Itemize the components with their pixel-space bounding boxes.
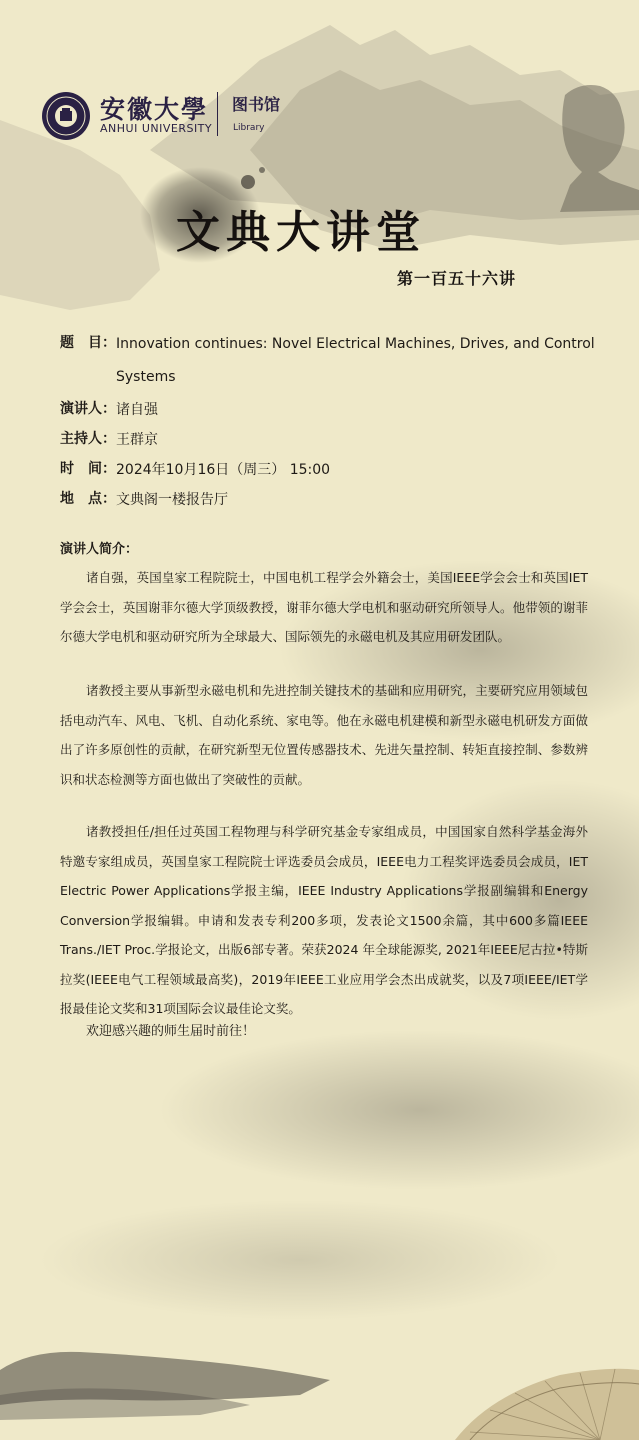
lecture-number: 第一百五十六讲 <box>397 269 517 288</box>
logo-divider <box>217 92 218 136</box>
place-label: 地 点： <box>60 491 116 507</box>
lecture-info <box>60 328 600 514</box>
place-value: 文典阁一楼报告厅 <box>116 492 228 508</box>
topic-label: 题 目： <box>60 335 116 351</box>
library-name-en: Library <box>233 123 265 133</box>
host-row <box>60 424 600 454</box>
speaker-intro-paragraph: 诸自强，英国皇家工程院院士，中国电机工程学会外籍会士，美国IEEE学会会士和英国IET学会会士，英国谢菲尔德大学顶级教授，谢菲尔德大学电机和驱动研究所领导人。他带领的谢菲尔德大学电机和驱动研究所为全球最大、国际领先的永磁电机及其应用研发团队。 <box>60 570 588 644</box>
topic-value: Innovation continues: Novel Electrical Machines, Drives, and Control Systems <box>116 336 595 385</box>
welcome-note: 欢迎感兴趣的师生届时前往！ <box>86 1024 256 1039</box>
university-name-en: ANHUI UNIVERSITY <box>100 122 213 135</box>
anhui-university-library-logo <box>40 88 300 148</box>
library-name-cn: 图书馆 <box>232 95 281 114</box>
speaker-intro-paragraph: 诸教授主要从事新型永磁电机和先进控制关键技术的基础和应用研究，主要研究应用领域包括电动汽车、风电、飞机、自动化系统、家电等。他在永磁电机建模和新型永磁电机研发方面做出了许多原创性的贡献，在研究新型无位置传感器技术、先进矢量控制、转矩直接控制、参数辨识和状态检测等方面也做出了突破性的贡献。 <box>60 683 588 787</box>
speaker-value: 诸自强 <box>116 402 158 418</box>
speaker-label: 演讲人： <box>60 401 116 417</box>
time-value: 2024年10月16日（周三） 15:00 <box>116 462 331 478</box>
speaker-intro-heading: 演讲人简介： <box>60 542 139 557</box>
time-row <box>60 454 600 484</box>
host-value: 王群京 <box>116 432 158 448</box>
time-label: 时 间： <box>60 461 116 477</box>
host-label: 主持人： <box>60 431 116 447</box>
speaker-row <box>60 394 600 424</box>
speaker-intro-paragraph: 诸教授担任/担任过英国工程物理与科学研究基金专家组成员，中国国家自然科学基金海外特邀专家组成员，英国皇家工程院院士评选委员会成员，IEEE电力工程奖评选委员会成员，IET Electric Power Applications学报主编，IEEE Industry Applications学报副编辑和Energy Conversion学报编辑。申请和发表专利200多项，发表论文1500余篇，其中600多篇IEEE Trans./IET Proc.学报论文，出版6部专著。荣获2024 年全球能源奖, 2021年IEEE尼古拉•特斯拉奖(IEEE电气工程领域最高奖)，2019年IEEE工业应用学会杰出成就奖，以及7项IEEE/IET学报最佳论文奖和31项国际会议最佳论文奖。 <box>60 824 588 1016</box>
university-seal-icon <box>40 90 92 142</box>
topic-row <box>60 328 600 394</box>
poster-title: 文典大讲堂 <box>176 207 426 258</box>
place-row <box>60 484 600 514</box>
university-name-cn: 安徽大學 <box>100 95 209 124</box>
